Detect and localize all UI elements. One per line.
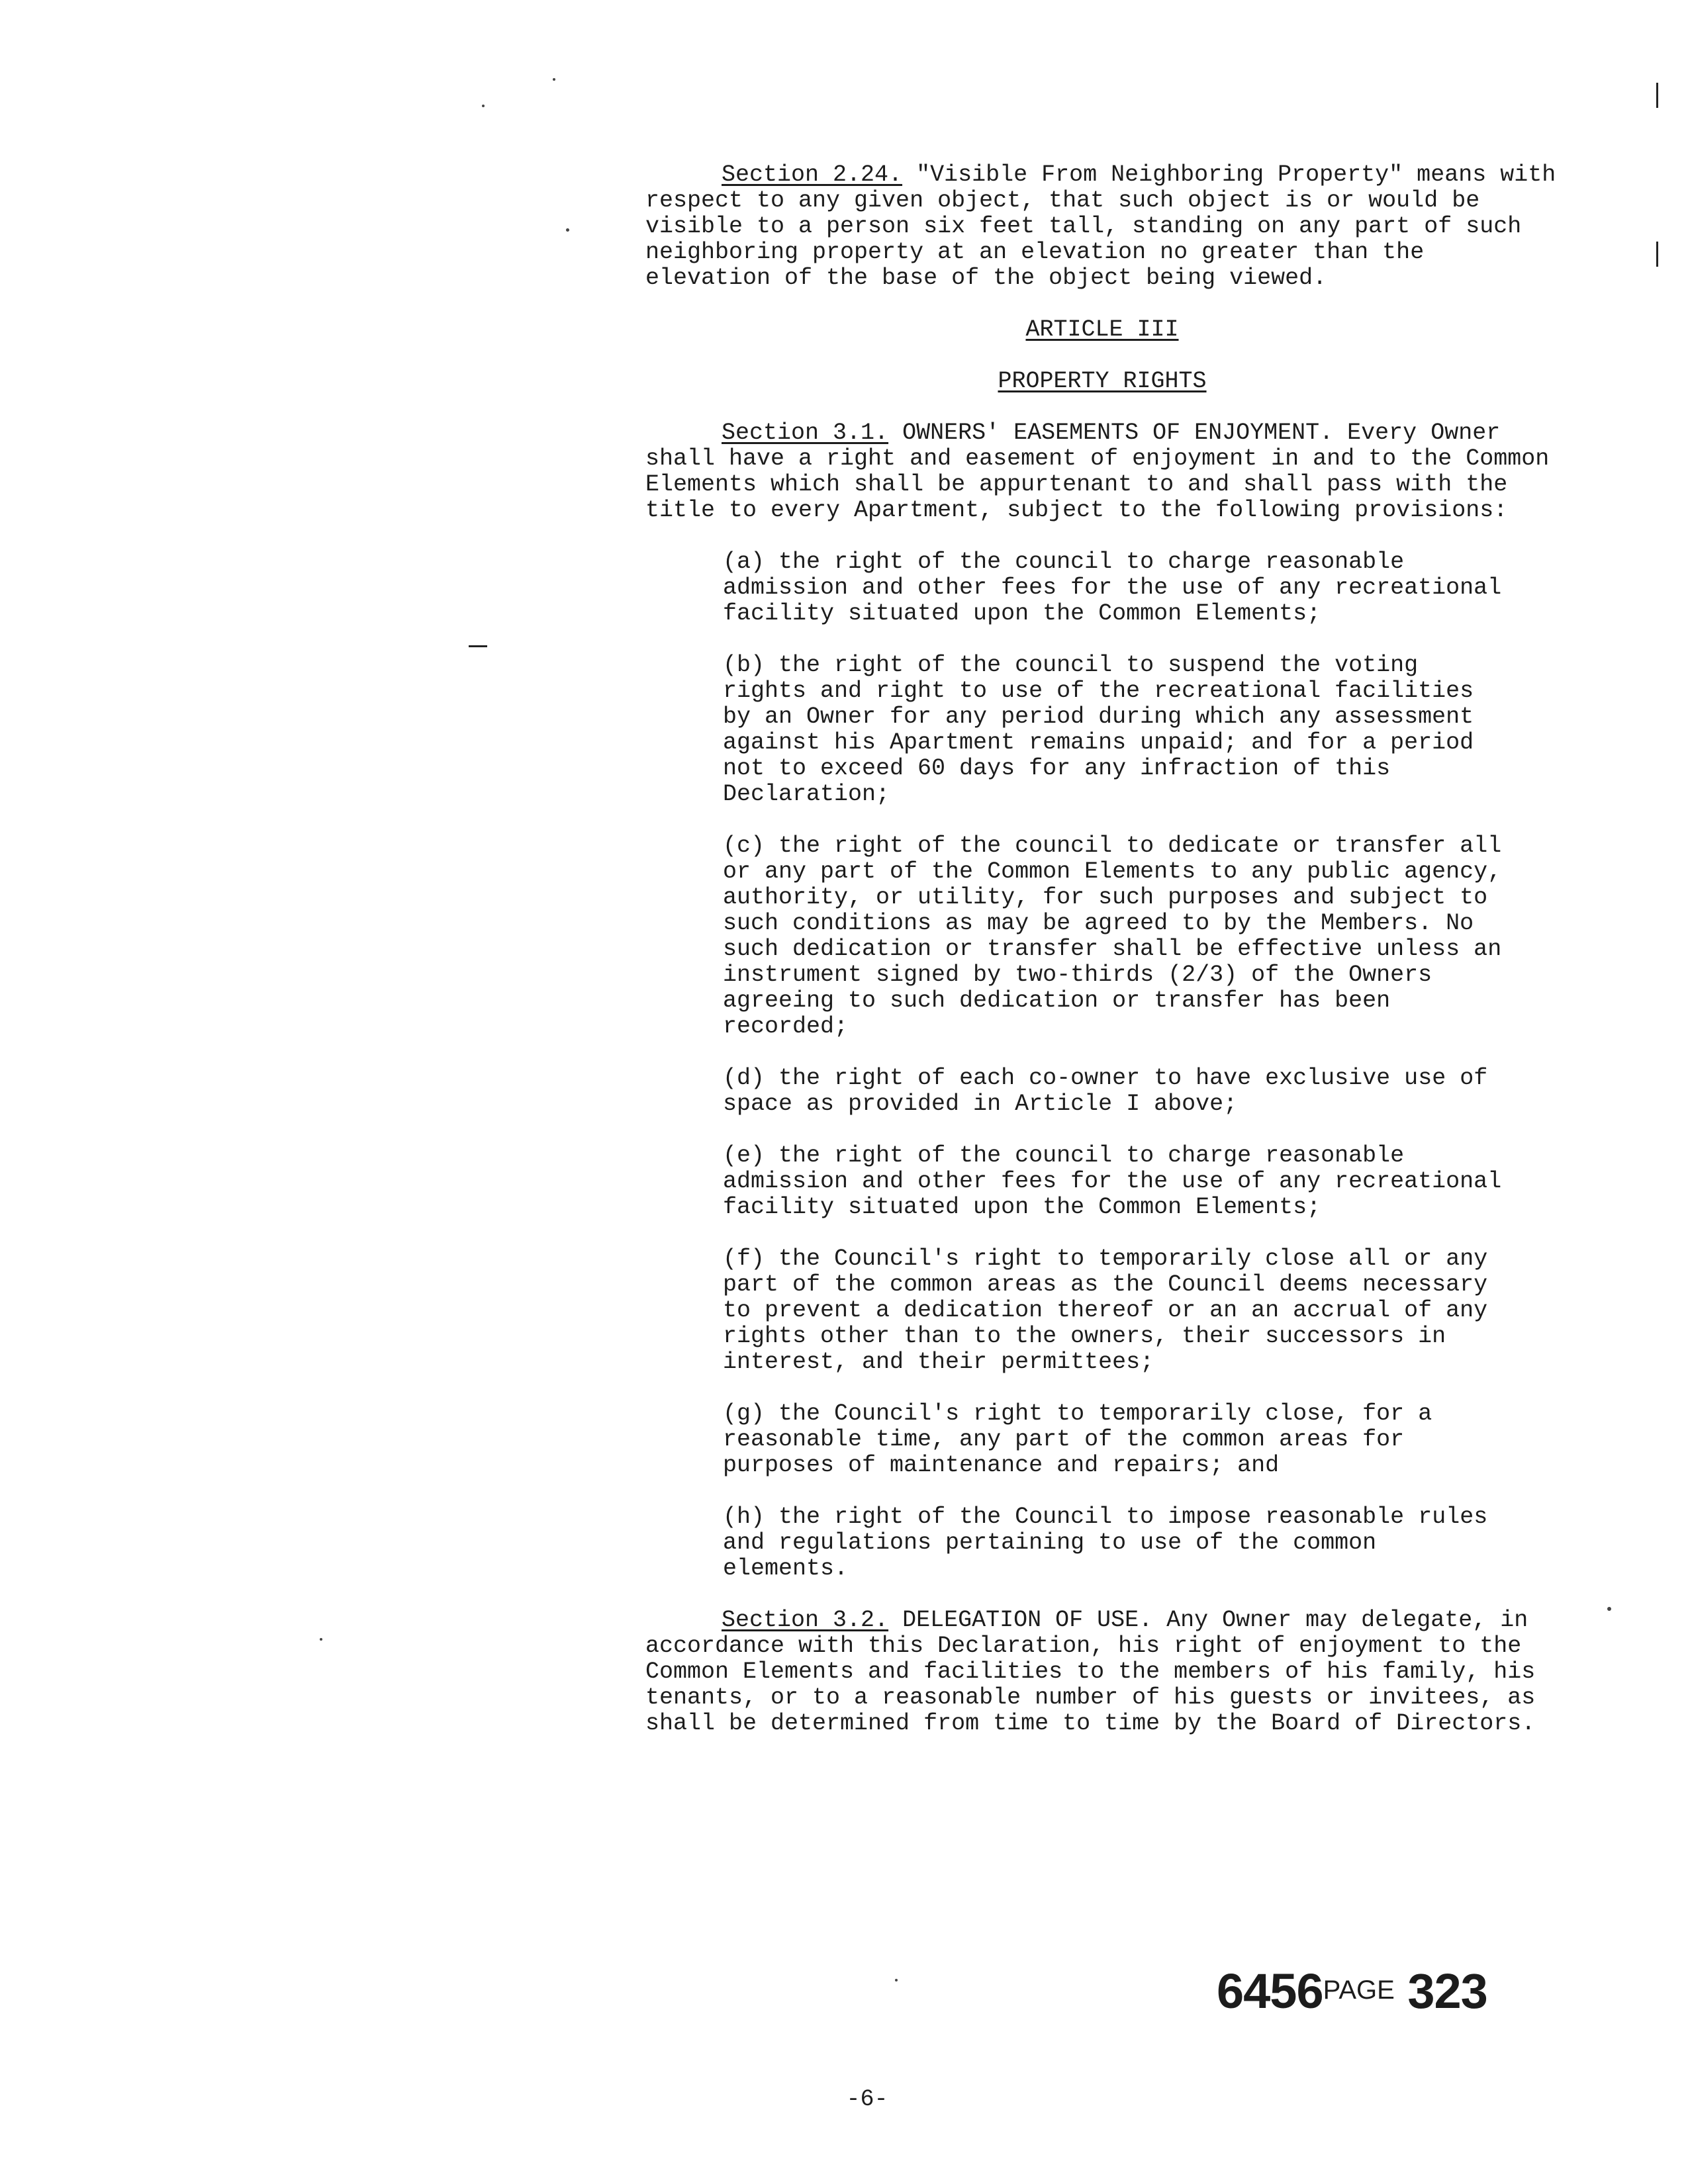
provision-a: [723, 549, 1511, 627]
scan-speck: [320, 1638, 322, 1641]
provision-marker: (a): [723, 549, 765, 575]
provision-d: [723, 1066, 1511, 1117]
document-body: [645, 162, 1559, 1737]
section-3-1-label: Section 3.1.: [722, 420, 889, 446]
section-2-24-label: Section 2.24.: [722, 161, 903, 188]
scan-mark: [1656, 83, 1658, 108]
section-3-1-text: OWNERS' EASEMENTS OF ENJOYMENT. Every Owner shall have a right and easement of enjoyment in and to the Common Elements which shall be appurtenant to and shall pass with the title to every Apartment, subject to the following provisions:: [645, 420, 1550, 523]
provision-text: the right of the council to suspend the voting rights and right to use of the recreational facilities by an Owner for any period during which any assessment against his Apartment remains unpaid; and for a period not to exceed 60 days for any infraction of this Declaration;: [723, 652, 1474, 807]
scan-speck: [482, 105, 485, 107]
scan-speck: [895, 1979, 898, 1981]
scan-mark: [469, 645, 487, 647]
scan-speck: [1607, 1607, 1611, 1611]
provision-marker: (f): [723, 1246, 765, 1272]
scan-speck: [553, 78, 555, 81]
provision-text: the Council's right to temporarily close all or any part of the common areas as the Council deems necessary to prevent a dedication thereof or an an accrual of any rights other than to the owners, their successors in interest, and their permittees;: [723, 1246, 1488, 1375]
section-2-24-text: "Visible From Neighboring Property" means with respect to any given object, that such object is or would be visible to a person six feet tall, standing on any part of such neighboring property at an elevation no greater than the elevation of the base of the object being viewed.: [645, 161, 1556, 291]
article-title: PROPERTY RIGHTS: [998, 368, 1207, 394]
provision-c: [723, 833, 1511, 1040]
provision-text: the Council's right to temporarily close, for a reasonable time, any part of the common areas for purposes of maintenance and repairs; and: [723, 1400, 1432, 1479]
book-page-stamp: [1217, 1963, 1487, 2019]
page-word: PAGE: [1323, 1976, 1395, 2005]
provision-text: the right of the Council to impose reasonable rules and regulations pertaining to use of the common elements.: [723, 1504, 1488, 1582]
scan-speck: [566, 228, 569, 232]
provision-text: the right of the council to charge reasonable admission and other fees for the use of any recreational facility situated upon the Common Elements;: [723, 1142, 1502, 1220]
provision-h: [723, 1504, 1511, 1582]
provision-text: the right of the council to charge reasonable admission and other fees for the use of any recreational facility situated upon the Common Elements;: [723, 549, 1502, 627]
provision-marker: (c): [723, 833, 765, 859]
provision-marker: (h): [723, 1504, 765, 1530]
section-3-2: [645, 1608, 1559, 1737]
provision-b: [723, 653, 1511, 807]
provision-f: [723, 1246, 1511, 1375]
provision-g: [723, 1401, 1511, 1479]
provision-marker: (d): [723, 1065, 765, 1091]
section-2-24: [645, 162, 1559, 291]
book-number: 6456: [1217, 1964, 1323, 2019]
article-number: ARTICLE III: [1025, 316, 1179, 343]
provision-e: [723, 1143, 1511, 1220]
footer-page-number: -6-: [846, 2086, 888, 2113]
provision-text: the right of each co-owner to have exclusive use of space as provided in Article I above;: [723, 1065, 1488, 1117]
provision-text: the right of the council to dedicate or transfer all or any part of the Common Elements to any public agency, authority, or utility, for such purposes and subject to such conditions as may be agreed to by the Members. No such dedication or transfer shall be effective unless an instrument signed by two-thirds (2/3) of the Owners agreeing to such dedication or transfer has been recorded;: [723, 833, 1502, 1040]
recorded-page-number: 323: [1407, 1964, 1487, 2019]
provision-marker: (e): [723, 1142, 765, 1169]
scan-mark: [1656, 242, 1658, 267]
section-3-1: [645, 420, 1559, 523]
section-3-2-label: Section 3.2.: [722, 1607, 889, 1633]
section-3-2-text: DELEGATION OF USE. Any Owner may delegate, in accordance with this Declaration, his right of enjoyment to the Common Elements and facilities to the members of his family, his tenants, or to a reasonable number of his guests or invitees, as shall be determined from time to time by the Board of Directors.: [645, 1607, 1536, 1737]
provision-marker: (b): [723, 652, 765, 678]
provision-marker: (g): [723, 1400, 765, 1427]
